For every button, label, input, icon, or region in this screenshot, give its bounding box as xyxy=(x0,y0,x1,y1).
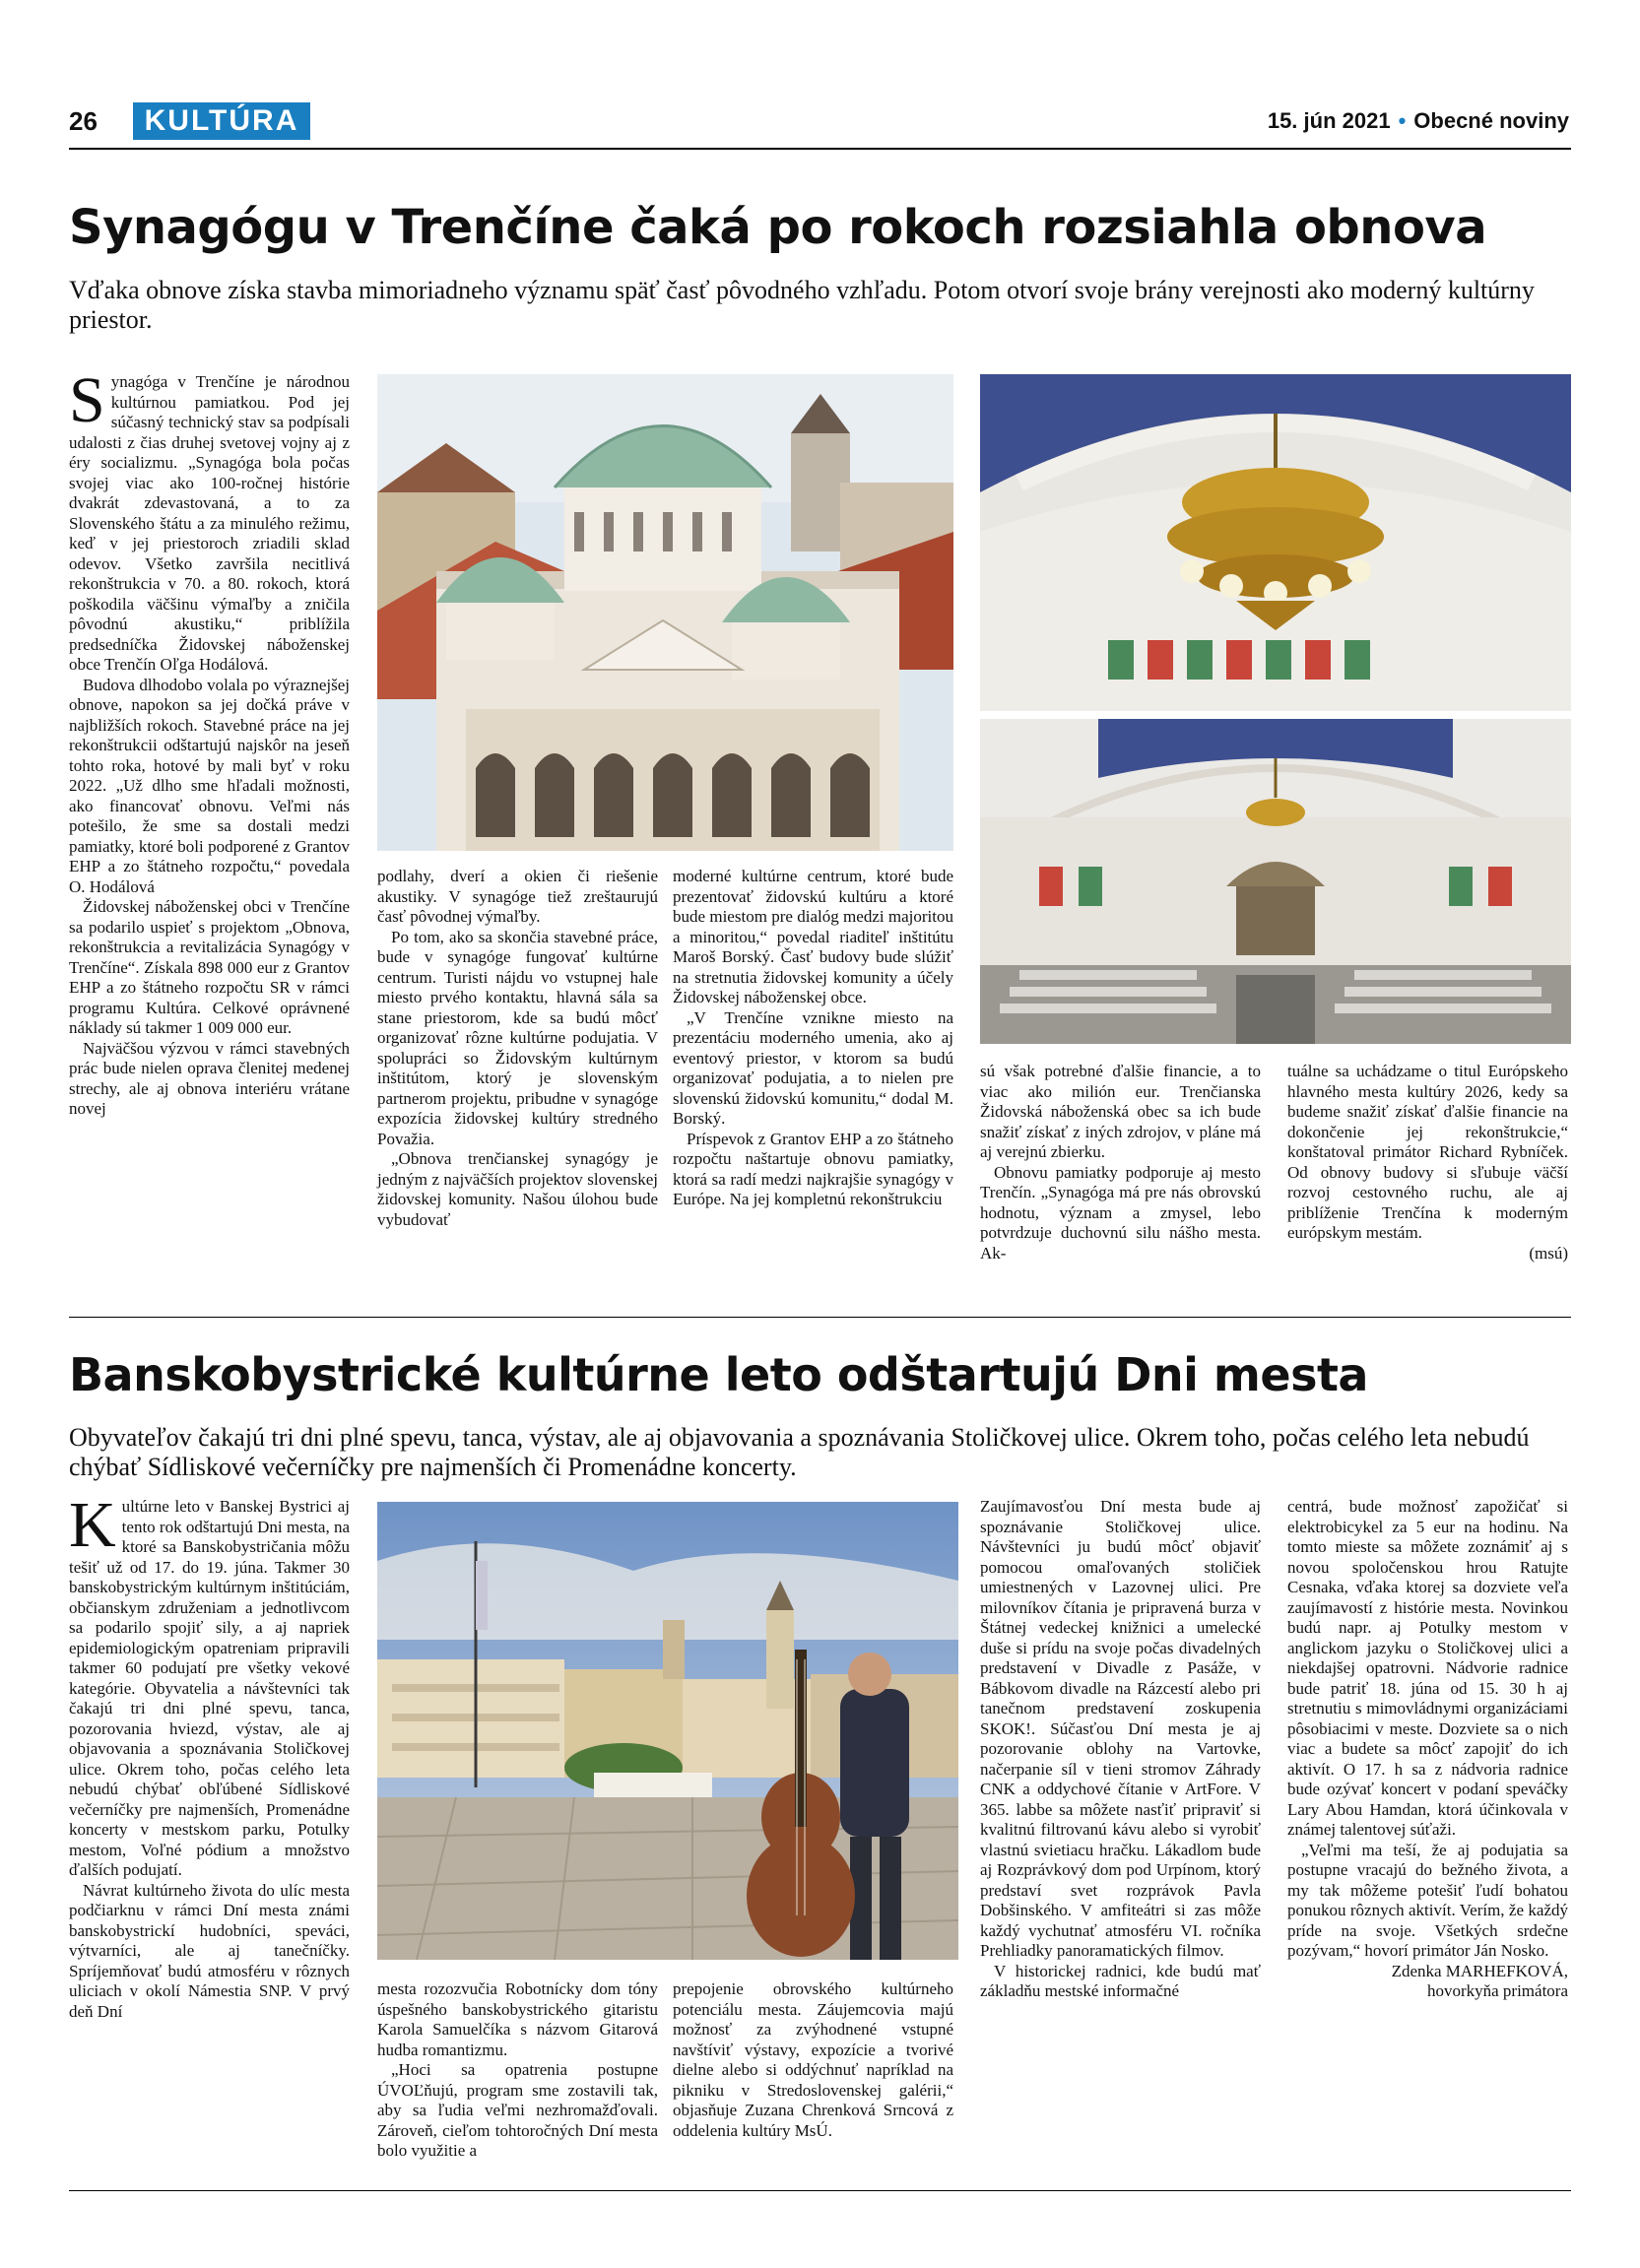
paragraph: podlahy, dverí a okien či riešenie akustiky. V synagóge tiež zreštaurujú časť pôvodnej výmaľby. xyxy=(377,867,658,926)
paragraph: „Veľmi ma teší, že aj podujatia sa postupne vracajú do bežného života, a my tak môžeme potešiť ľudí bohatou ponukou rôznych aktivít. Verím, že každý príde na svoje. Všetkých srdečne pozývam,“ hovorí primátor Ján Nosko. xyxy=(1287,1840,1568,1960)
synagogue-interior-photo xyxy=(980,719,1571,1044)
paragraph: moderné kultúrne centrum, ktoré bude prezentovať židovskú kultúru a ktoré bude miestom pre dialóg medzi majoritou a minoritou,“ povedal riaditeľ inštitútu Maroš Borský. Časť budovy bude slúžiť na stretnutia židovskej komunity a účely Židovskej náboženskej obce. xyxy=(673,867,953,1006)
paragraph: „V Trenčíne vznikne miesto na prezentáciu moderného umenia, ako aj eventový priestor, v ktorom sa budú organizovať podujatia, a to nielen pre slovenskú židovskú komunitu,“ dodal M. Borský. xyxy=(673,1007,953,1128)
paragraph: prepojenie obrovského kultúrneho potenciálu mesta. Záujemcovia majú možnosť za zvýhodnené vstupné navštíviť výstavy, expozície a tvorivé dielne alebo si oddýchnuť napríklad na pikniku v Stredoslovenskej galérii,“ objasňuje Zuzana Chrenková Srncová z oddelenia kultúry MsÚ. xyxy=(673,1979,953,2140)
paragraph: Židovskej náboženskej obci v Trenčíne sa podarilo uspieť s projektom „Obnova, rekonštrukcia a revitalizácia Synagógy v Trenčíne“. Získala 898 000 eur z Grantov EHP a zo štátneho rozpočtu SR v rámci programu Kultúra. Celkové oprávnené náklady sú takmer 1 009 000 eur. xyxy=(69,897,350,1037)
paragraph: centrá, bude možnosť zapožičať si elektrobicykel za 5 eur na hodinu. Na tomto mieste sa môžete zoznámiť aj s novou spoločenskou hrou Ratujte Cesnaka, vďaka ktorej sa dozviete veľa zaujímavostí z histórie mesta. Novinkou budú napr. aj Potulky mestom v anglickom jazyku o Stoličkovej ulici a niekdajšej opatrovni. Nádvorie radnice bude patriť 18. júna od 15. 30 h aj stretnutiu s mimovládnymi organizáciami pôsobiacimi v meste. Dozviete sa o nich viac a budete sa môcť zapojiť do ich aktivít. O 17. h sa z nádvoria radnice bude ozývať koncert v podaní speváčky Lary Abou Hamdan, ktorá účinkovala v známej talentovej súťaži. xyxy=(1287,1497,1568,1839)
section-label: KULTÚRA xyxy=(133,102,310,140)
page-number: 26 xyxy=(69,106,98,136)
paragraph: Zaujímavosťou Dní mesta bude aj spoznávanie Stoličkovej ulice. Návštevníci ju budú môcť objaviť pomocou omaľovaných stoličiek umiestnených v Lazovnej ulici. Pre milovníkov čítania je pripravená burza v Štátnej vedeckej knižnici a umelecké duše si prídu na svoje počas divadelných predstavení v Divadle z Pasáže, v Bábkovom divadle na Rázcestí alebo pri tanečnom predstavení zoskupenia SKOK!. Súčasťou Dní mesta je aj pozorovanie oblohy na Vartovke, načerpanie síl v tieni stromov Záhrady CNK a oddychové čítanie v ArtFore. V 365. labbe sa môžete nasťiť pripraviť si kvalitnú filtrovanú kávu alebo si vyrobiť vlastnú svietiacu hračku. Lákadlom bude aj Rozprávkový dom pod Urpínom, ktorý predstaví svet rozprávok Pavla Dobšinského. V amfiteátri si zas môže každý vychutnať atmosféru VI. ročníka Prehliadky panoramatických filmov. xyxy=(980,1497,1261,1960)
dropcap: K xyxy=(69,1489,116,1561)
banska-bystrica-square-photo xyxy=(377,1502,958,1960)
publication-name: Obecné noviny xyxy=(1413,108,1569,133)
paragraph: mesta rozozvučia Robotnícky dom tóny úspešného banskobystrického gitaristu Karola Samuelčíka s názvom Gitarová hudba romantizmu. xyxy=(377,1979,658,2059)
article2-author-name: Zdenka MARHEFKOVÁ, xyxy=(1391,1961,1568,1980)
header-rule xyxy=(69,148,1571,150)
paragraph: sú však potrebné ďalšie financie, a to viac ako milión eur. Trenčianska Židovská náboženská obec sa ich bude snažiť získať z iných zdrojov, v pláne má aj verejnú zbierku. xyxy=(980,1062,1261,1161)
paragraph: „Hoci sa opatrenia postupne ÚVOĽňujú, program sme zostavili tak, aby sa ľudia veľmi nezhromažďovali. Zároveň, cieľom tohtoročných Dní mesta bolo využitie a xyxy=(377,2060,658,2160)
paragraph: Návrat kultúrneho života do ulíc mesta podčiarknu v rámci Dní mesta známi banskobystrickí hudobníci, speváci, výtvarníci, ale aj tanečníčky. Spríjemňovať budú atmosféru v rôznych uliciach v okolí Námestia SNP. V prvý deň Dní xyxy=(69,1880,350,2021)
issue-date: 15. jún 2021 xyxy=(1267,108,1391,133)
article2-column-2 xyxy=(377,1979,658,2162)
paragraph: „Obnova trenčianskej synagógy je jedným z najväčších projektov slovenskej židovskej komunity. Našou úlohou bude vybudovať xyxy=(377,1149,658,1229)
article2-column-3 xyxy=(673,1979,953,2141)
paragraph: V historickej radnici, kde budú mať základňu mestské informačné xyxy=(980,1961,1261,2000)
synagogue-exterior-photo xyxy=(377,374,953,851)
dateline xyxy=(1268,108,1569,134)
article1-column-3 xyxy=(673,867,953,1210)
article-divider xyxy=(69,1317,1571,1318)
article1-lede: Vďaka obnove získa stavba mimoriadneho významu späť časť pôvodného vzhľadu. Potom otvorí svoje brány verejnosti ako moderný kultúrny priestor. xyxy=(69,276,1535,334)
article2-title: Banskobystrické kultúrne leto odštartujú Dni mesta xyxy=(69,1348,1368,1401)
paragraph: Obnovu pamiatky podporuje aj mesto Trenčín. „Synagóga má pre nás obrovskú hodnotu, význam a zmysel, lebo potvrdzuje duchovnú silu nášho mesta. Ak- xyxy=(980,1162,1261,1263)
article2-column-1 xyxy=(69,1489,351,2022)
article1-column-4 xyxy=(980,1062,1261,1264)
paragraph: ynagóga v Trenčíne je národnou kultúrnou pamiatkou. Pod jej súčasný technický stav sa podpísali udalosti z čias druhej svetovej vojny aj z éry socializmu. „Synagóga bola počas svojej viac ako 100-ročnej histórie dvakrát zdevastovaná, a to za Slovenského štátu a za minulého režimu, keď v jej priestoroch zriadili sklad odevov. Všetko završila necitlivá rekonštrukcia v 70. a 80. rokoch, ktorá poškodila väčšinu výmaľby a zničila pôvodnú akustiku,“ priblížila predsedníčka Židovskej náboženskej obce Trenčín Oľga Hodálová. xyxy=(69,372,350,674)
article2-author-role: hovorkyňa primátora xyxy=(1426,1981,1568,2000)
paragraph: Po tom, ako sa skončia stavebné práce, bude v synagóge fungovať kultúrne centrum. Turisti nájdu vo vstupnej hale miesto prvého kontaktu, hlavná sála sa stane priestorom, kde sa budú môcť organizovať rôzne kultúrne podujatia. V spolupráci so Židovským kultúrnym inštitútom, ktorý je slovenským partnerom projektu, pribudne v synagóge expozícia židovskej kultúry stredného Považia. xyxy=(377,927,658,1148)
footer-rule xyxy=(69,2190,1571,2191)
article2-lede: Obyvateľov čakajú tri dni plné spevu, tanca, výstav, ale aj objavovania a spoznávania Stoličkovej ulice. Okrem toho, počas celého leta nebudú chýbať Sídliskové večerníčky pre najmenších či Promenádne koncerty. xyxy=(69,1423,1530,1481)
synagogue-chandelier-photo xyxy=(980,374,1571,711)
article1-column-5 xyxy=(1287,1062,1568,1264)
dropcap: S xyxy=(69,364,105,436)
article2-column-4 xyxy=(980,1497,1261,2002)
article1-column-2 xyxy=(377,867,658,1230)
paragraph: ultúrne leto v Banskej Bystrici aj tento rok odštartujú Dni mesta, na ktoré sa Banskobystričania môžu tešiť už od 17. do 19. júna. Takmer 30 banskobystrickým kultúrnym inštitúciám, občianskym združeniam a jednotlivcom sa podarilo spojiť sily, a aj napriek epidemiologickým opatreniam pripravili takmer 60 podujatí pre všetky vekové kategórie. Obyvatelia a návštevníci tak čakajú tri dni plné spevu, tanca, pozorovania hviezd, výstav, ale aj objavovania a spoznávania Stoličkovej ulice. Okrem toho, počas celého leta nebudú chýbať obľúbené Sídliskové večerníčky pre najmenších, Promenádne koncerty v mestskom parku, Potulky mestom, Voľné pódium a množstvo ďalších podujatí. xyxy=(69,1497,351,1879)
paragraph: Budova dlhodobo volala po výraznejšej obnove, napokon sa jej dočká práve v najbližších rokoch. Stavebné práce na jej rekonštrukcii odštartujú najskôr na jeseň tohto roka, hotové by mali byť v roku 2022. „Už dlho sme hľadali možnosti, ako financovať obnovu. Veľmi nás potešilo, že sme sa dostali medzi pamiatky, ktoré boli podporené z Grantov EHP a zo štátneho rozpočtu,“ povedala O. Hodálová xyxy=(69,675,350,896)
paragraph: Príspevok z Grantov EHP a zo štátneho rozpočtu naštartuje obnovu pamiatky, ktorá sa radí medzi najkrajšie synagógy v Európe. Na jej kompletnú rekonštrukciu xyxy=(673,1129,953,1208)
paragraph: Najväčšou výzvou v rámci stavebných prác bude nielen oprava členitej medenej strechy, ale aj obnova interiéru vrátane novej xyxy=(69,1038,350,1118)
separator-dot: • xyxy=(1398,108,1407,133)
article1-author: (msú) xyxy=(1529,1243,1568,1263)
article1-column-1 xyxy=(69,364,350,1120)
article2-column-5 xyxy=(1287,1497,1568,2002)
article1-title: Synagógu v Trenčíne čaká po rokoch rozsiahla obnova xyxy=(69,200,1487,255)
paragraph: tuálne sa uchádzame o titul Európskeho hlavného mesta kultúry 2026, kedy sa budeme snažiť získať ďalšie financie na dokončenie jej rekonštrukcie,“ konštatoval primátor Richard Rybníček. Od obnovy budovy si sľubuje väčší rozvoj cestovného ruchu, ale aj priblíženie Trenčína k moderným európskym mestám. xyxy=(1287,1062,1568,1242)
